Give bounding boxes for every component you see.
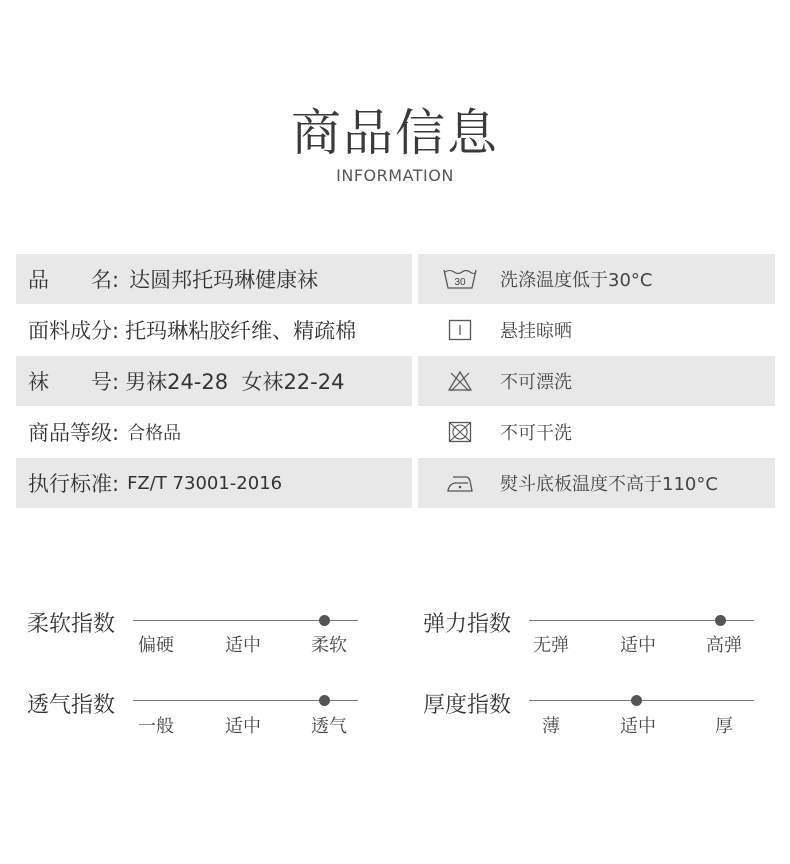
info-label: 面料成分: [28, 319, 120, 343]
care-row-bleach [418, 356, 775, 406]
elasticity-index-label: 弹力指数 [423, 612, 512, 637]
info-label: 袜 号: [28, 370, 120, 394]
info-value: 男袜24-28 女袜22-24 [125, 370, 345, 394]
page-subtitle: INFORMATION [336, 166, 454, 185]
info-value: 托玛琳粘胶纤维、精疏棉 [125, 319, 357, 343]
thickness-index-track [529, 700, 754, 701]
info-value: 达圆邦托玛琳健康袜 [129, 268, 319, 292]
info-row-name [16, 254, 412, 304]
wash-30-icon [442, 266, 478, 292]
info-row-grade [16, 407, 412, 457]
softness-index-label: 柔软指数 [27, 612, 116, 637]
care-text: 洗涤温度低于30°C [500, 270, 653, 291]
softness-index-marker [319, 615, 330, 626]
index-tick: 高弹 [706, 635, 742, 656]
info-row-fabric [16, 305, 412, 355]
care-text: 不可干洗 [500, 423, 572, 444]
svg-text:30: 30 [454, 277, 466, 288]
index-tick: 薄 [542, 716, 560, 737]
info-label: 执行标准: [28, 472, 120, 496]
index-tick: 适中 [620, 716, 656, 737]
no-bleach-icon [442, 368, 478, 394]
index-tick: 厚 [715, 716, 733, 737]
info-label: 商品等级: [28, 421, 120, 445]
iron-icon [442, 470, 478, 496]
no-dry-clean-icon [442, 419, 478, 445]
index-tick: 偏硬 [138, 635, 174, 656]
index-tick: 适中 [225, 635, 261, 656]
page-title: 商品信息 [291, 104, 499, 162]
care-row-iron [418, 458, 775, 508]
index-tick: 柔软 [311, 635, 347, 656]
care-row-hang [418, 305, 775, 355]
care-text: 熨斗底板温度不高于110°C [500, 474, 718, 495]
index-tick: 适中 [225, 716, 261, 737]
breathability-index-label: 透气指数 [27, 693, 116, 718]
info-label: 品 名: [28, 268, 120, 292]
info-row-standard [16, 458, 412, 508]
care-text: 悬挂晾晒 [500, 321, 572, 342]
index-tick: 透气 [311, 716, 347, 737]
elasticity-index-marker [715, 615, 726, 626]
info-value: FZ/T 73001-2016 [127, 472, 283, 494]
care-text: 不可漂洗 [500, 372, 572, 393]
info-value: 合格品 [127, 423, 182, 444]
index-tick: 一般 [138, 716, 174, 737]
care-row-dryclean [418, 407, 775, 457]
index-tick: 适中 [620, 635, 656, 656]
care-row-wash [418, 254, 775, 304]
thickness-index-label: 厚度指数 [423, 693, 512, 718]
index-tick: 无弹 [533, 635, 569, 656]
breathability-index-marker [319, 695, 330, 706]
thickness-index-marker [631, 695, 642, 706]
info-row-size [16, 356, 412, 406]
hang-dry-icon [442, 317, 478, 343]
